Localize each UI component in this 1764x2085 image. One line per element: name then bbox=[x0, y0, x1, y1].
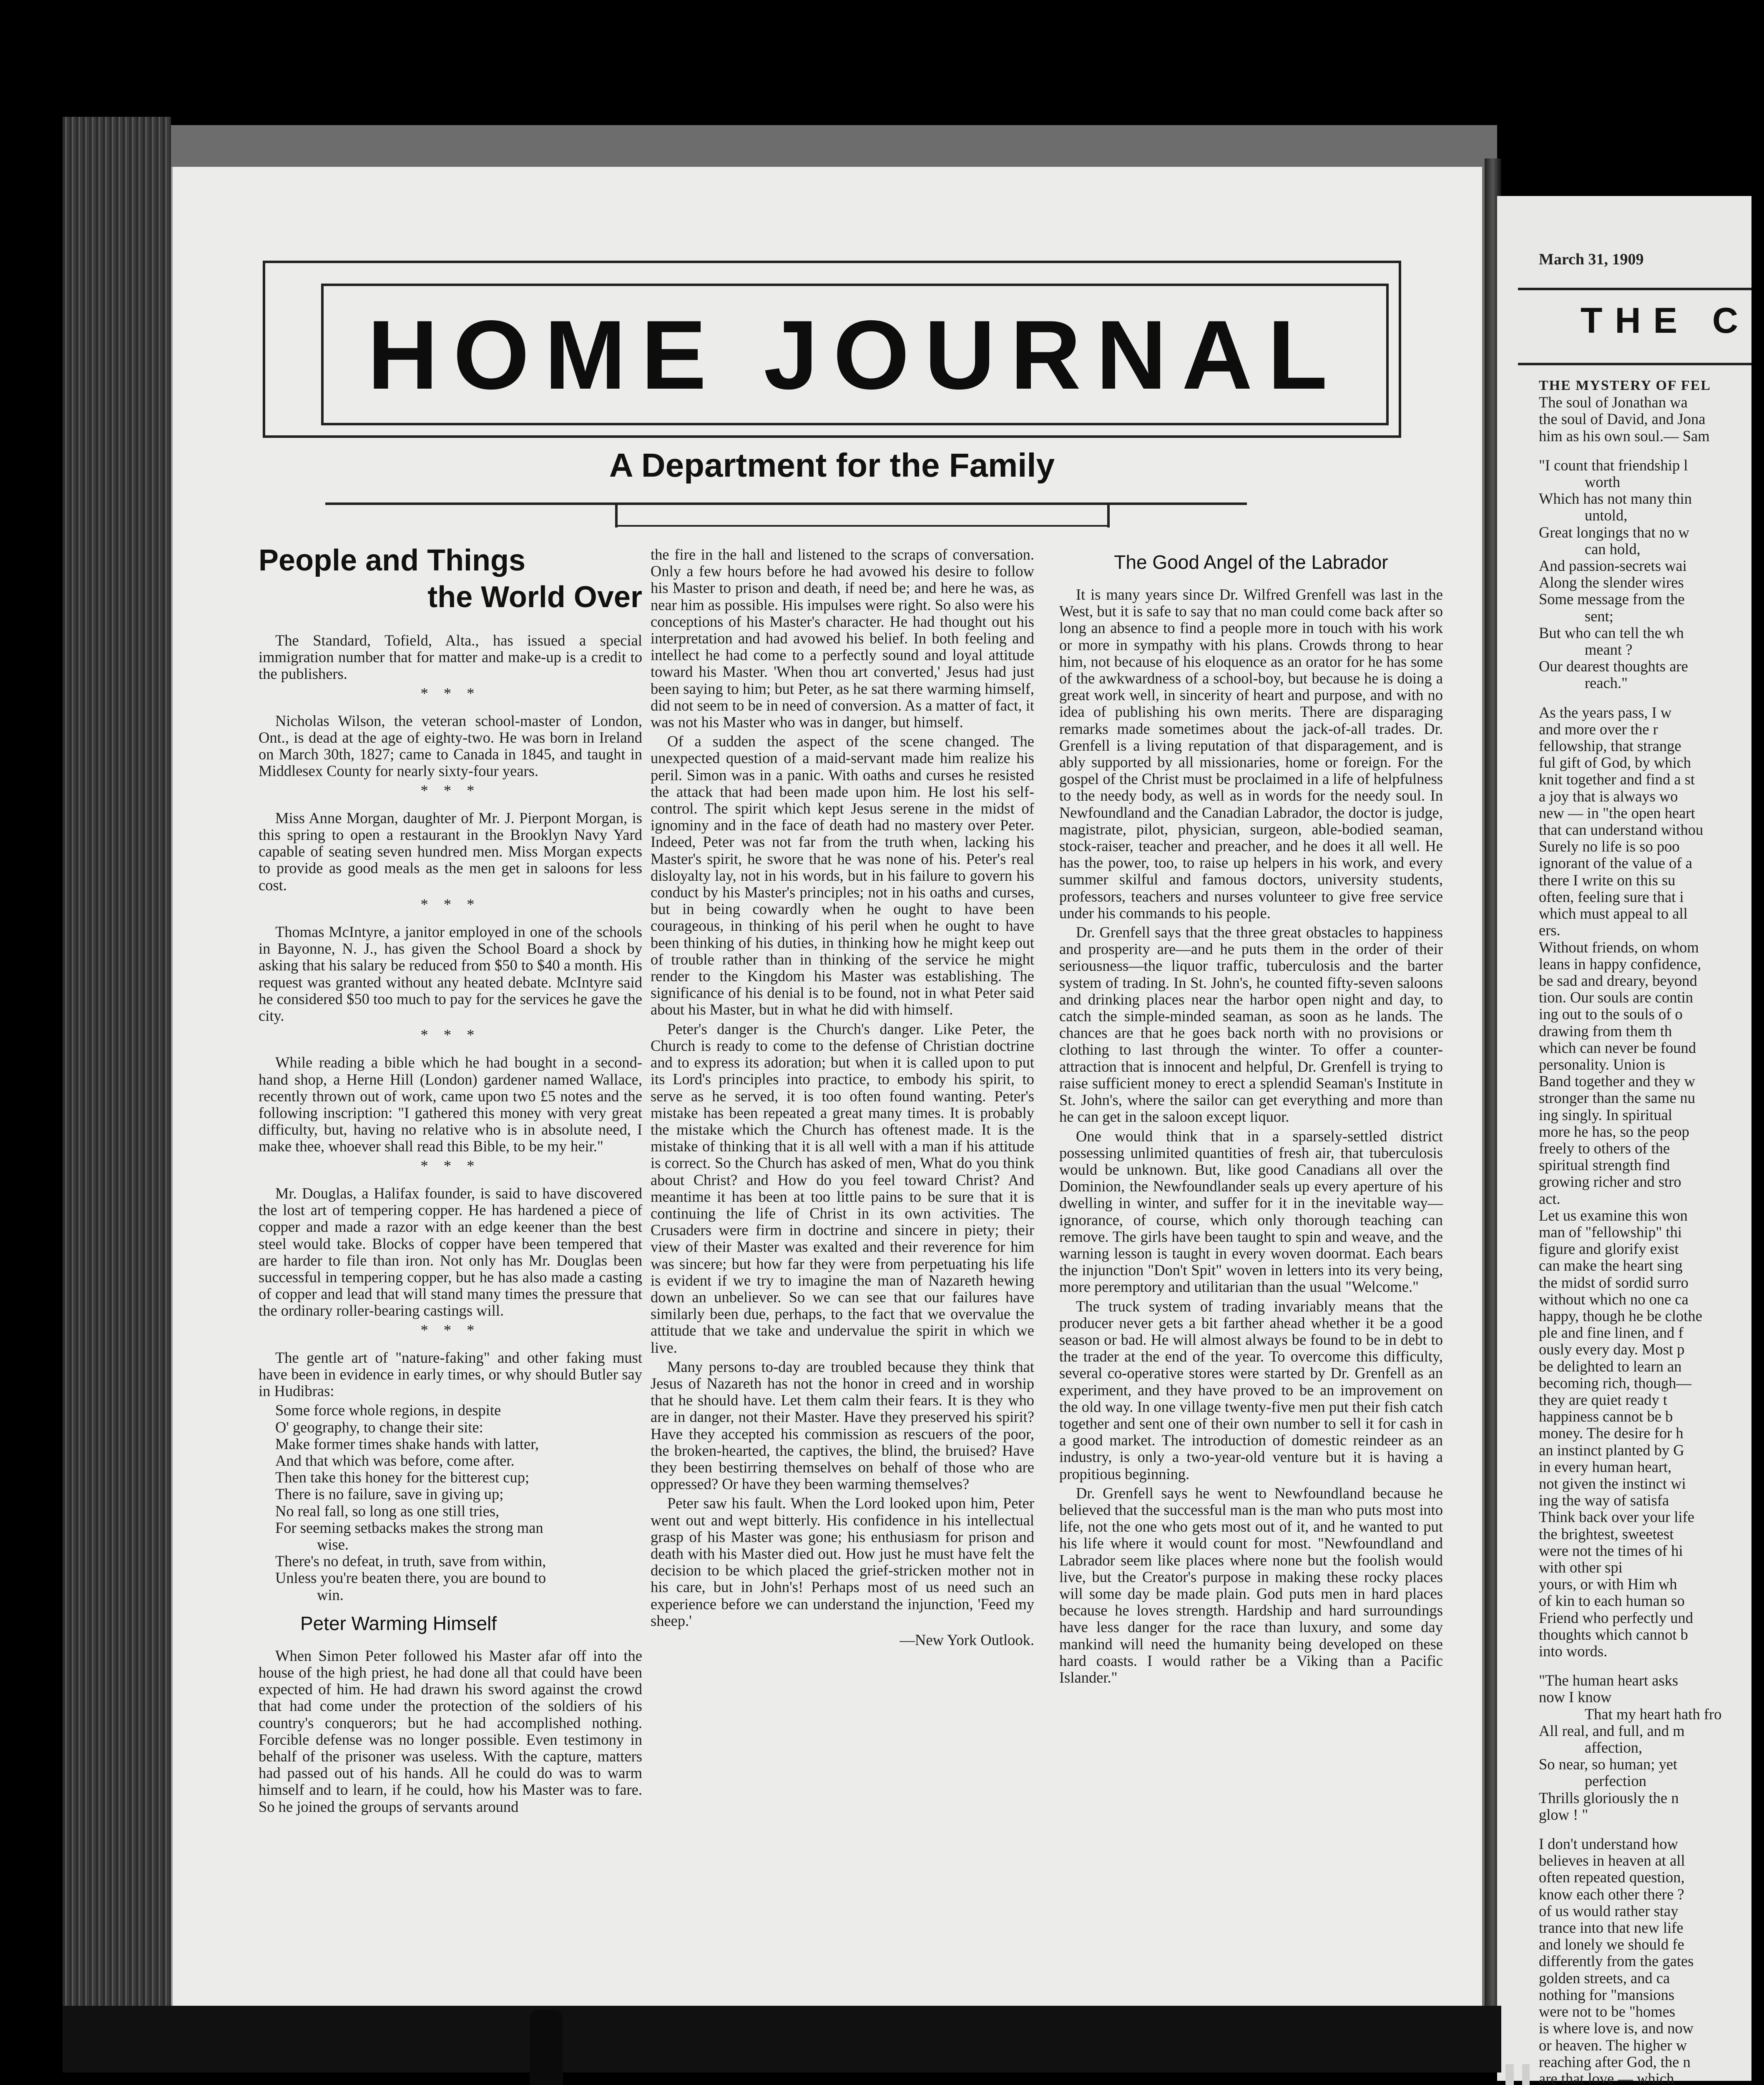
article-paragraph: Many persons to-day are troubled because they think that Jesus of Nazareth has not the honor in creed and in worship that he should have. Let them calm their fears. It is they who are in danger, not their Master. Have they preserved his spirit? Have they accepted his commission as rescuers of the poor, the broken-hearted, the captives, the blind, the bruised? Have they been bestirring themselves on behalf of those who are oppressed? Or have they been warming themselves? bbox=[651, 1358, 1034, 1493]
right-page-line: man of "fellowship" thi bbox=[1539, 1223, 1682, 1241]
right-page-line: a joy that is always wo bbox=[1539, 787, 1678, 805]
right-page-line: growing richer and stro bbox=[1539, 1173, 1681, 1191]
right-page-line: tion. Our souls are contin bbox=[1539, 989, 1694, 1006]
right-page-line: is where love is, and now bbox=[1539, 2020, 1694, 2037]
right-page-line: untold, bbox=[1585, 507, 1628, 524]
right-page-line bbox=[1539, 692, 1764, 704]
right-page-line: that can understand withou bbox=[1539, 821, 1704, 839]
right-page-line: the midst of sordid surro bbox=[1539, 1274, 1689, 1291]
right-page-line bbox=[1539, 1823, 1764, 1836]
right-page-date: March 31, 1909 bbox=[1539, 251, 1644, 268]
section-heading-peter: Peter Warming Himself bbox=[300, 1612, 497, 1634]
right-page-line: Which has not many thin bbox=[1539, 490, 1692, 507]
right-page-line: more he has, so the peop bbox=[1539, 1123, 1689, 1140]
right-page-line: into words. bbox=[1539, 1643, 1608, 1660]
right-page-line: ing singly. In spiritual bbox=[1539, 1106, 1673, 1123]
news-item: Thomas McIntyre, a janitor employed in one of the schools in Bayonne, N. J., has given the School Board a shock by asking that his salary be reduced from $50 to $40 a month. His request was granted without any heated debate. McIntyre said he considered $50 too much to pay for the services he gave the city. bbox=[259, 923, 642, 1025]
right-page-line: Let us examine this won bbox=[1539, 1206, 1688, 1224]
heading-line-2: the World Over bbox=[427, 580, 642, 614]
right-page-line: Great longings that no w bbox=[1539, 523, 1689, 541]
news-item: Miss Anne Morgan, daughter of Mr. J. Pierpont Morgan, is this spring to open a restaurant in the Brooklyn Navy Yard capable of seating seven hundred men. Miss Morgan expects to provide as good meals as the men get in saloons for less cost. bbox=[259, 809, 642, 894]
verse-line: And that which was before, come after. bbox=[275, 1452, 515, 1469]
right-page-line: they are quiet ready t bbox=[1539, 1391, 1668, 1408]
right-page-line: not given the instinct wi bbox=[1539, 1475, 1686, 1492]
verse-line: Unless you're beaten there, you are bound to bbox=[275, 1569, 546, 1587]
right-page-rule-bottom bbox=[1518, 363, 1751, 365]
article-paragraph: The truck system of trading invariably means that the producer never gets a bit farther ahead whether it be a good season or bad. He will almost always be found to be in debt to the trader at the end of the year. To overcome this difficulty, several co-operative stores were started by Dr. Grenfell as an experiment, and they have proved to be an improvement on the old way. In one village twenty-five men put their fish catch together and sent one of their own number to sell it for cash in a good market. The introduction of domestic reindeer as an industry, is only a two-year-old venture but it is having a propitious beginning. bbox=[1059, 1297, 1443, 1482]
section-heading-people-and-things bbox=[259, 542, 642, 615]
right-page-line: him as his own soul.— Sam bbox=[1539, 427, 1710, 445]
right-page-line: Thrills gloriously the n bbox=[1539, 1789, 1679, 1806]
right-page-line: yours, or with Him wh bbox=[1539, 1575, 1677, 1593]
news-item: While reading a bible which he had bought in a second-hand shop, a Herne Hill (London) gardener named Wallace, recently thrown out of work, came upon two £5 notes and the following inscription: "I gathered this money with very great difficulty, but, having no relative who is in absolute need, I make thee, whoever shall read this Bible, to be my heir." bbox=[259, 1054, 642, 1155]
right-page-line: As the years pass, I w bbox=[1539, 703, 1672, 721]
right-page-line: trance into that new life bbox=[1539, 1919, 1684, 1937]
verse-line: No real fall, so long as one still tries, bbox=[275, 1502, 500, 1520]
article-paragraph: Dr. Grenfell says he went to Newfoundland because he believed that the successful man is the man who puts most into life, not the one who gets most out of it, and he wanted to put his life where it would count for most. "Newfoundland and Labrador seem like places where none but the foolish would live, but the Creator's purpose in making these rocky places will some day be made plain. God puts men in hard places because he loves strength. Hardship and hard surroundings have less danger for the race than luxury, and some day mankind will need the humanity being developed on these hard coasts. I would rather be a Viking than a Pacific Islander." bbox=[1059, 1484, 1443, 1686]
separator-stars: * * * bbox=[420, 781, 480, 799]
news-item: Mr. Douglas, a Halifax founder, is said to have discovered the lost art of tempering copper. He has hardened a piece of copper and made a razor with an edge keener than the best steel would take. Blocks of copper have been tempered that are harder to file than iron. Not only has Mr. Douglas been successful in tempering copper, but he has also made a casting of copper and lead that will stand many times the pressure that the ordinary roller-bearing castings will. bbox=[259, 1184, 642, 1319]
right-page-line: Along the slender wires bbox=[1539, 574, 1684, 591]
right-page-line: ing the way of satisfa bbox=[1539, 1492, 1669, 1509]
article-paragraph: One would think that in a sparsely-settled district possessing unlimited quantities of fresh air, that tuberculosis would be unknown. But, like good Canadians all over the Dominion, the Newfoundlander seals up every aperture of his dwelling in winter, and suffer for it in the inevitable way—ignorance, of course, which only thorough teaching can remove. The girls have been taught to spin and weave, and the warning lesson is taught in every woven doormat. Each bears the injunction "Don't Spit" woven in letters into its very being, more peremptory and utilitarian than the usual "Welcome." bbox=[1059, 1127, 1443, 1296]
right-page-line: nothing for "mansions bbox=[1539, 1986, 1675, 2003]
right-page-line: happiness cannot be b bbox=[1539, 1408, 1673, 1425]
right-page-line: in every human heart, bbox=[1539, 1458, 1672, 1475]
right-page-line: of us would rather stay bbox=[1539, 1902, 1679, 1919]
right-page-line: And passion-secrets wai bbox=[1539, 557, 1687, 575]
verse-line: There is no failure, save in giving up; bbox=[275, 1485, 504, 1503]
right-page-line: which must appeal to all bbox=[1539, 905, 1688, 922]
right-page-line: ously every day. Most p bbox=[1539, 1341, 1685, 1358]
right-page-line: Our dearest thoughts are bbox=[1539, 658, 1688, 675]
right-page-line: meant ? bbox=[1585, 641, 1633, 658]
right-page-line: with other spi bbox=[1539, 1559, 1623, 1576]
right-page-line: figure and glorify exist bbox=[1539, 1240, 1679, 1258]
right-page-line: The soul of Jonathan wa bbox=[1539, 394, 1688, 411]
right-page-line: leans in happy confidence, bbox=[1539, 955, 1701, 972]
verse-line: win. bbox=[317, 1586, 344, 1603]
right-page-line: often, feeling sure that i bbox=[1539, 888, 1684, 905]
verse-line: There's no defeat, in truth, save from within, bbox=[275, 1552, 546, 1570]
right-page-line: be delighted to learn an bbox=[1539, 1357, 1682, 1375]
right-page-line: differently from the gates bbox=[1539, 1952, 1694, 1970]
article-paragraph: When Simon Peter followed his Master afar off into the house of the high priest, he had done all that could have been expected of him. He had drawn his sword against the crowd that had come under the protection of the soldiers of his country's conquerors; but he had accomplished nothing. Forcible defense was no longer possible. Even testimony in behalf of the prisoner was useless. With the capture, matters had passed out of his hands. All he could do was to warm himself and to learn, if he could, how his Master was to fare. So he joined the groups of servants around bbox=[259, 1647, 642, 1815]
verse-line: Make former times shake hands with latter, bbox=[275, 1435, 539, 1452]
right-page-line: stronger than the same nu bbox=[1539, 1089, 1696, 1107]
right-page-line: can hold, bbox=[1585, 540, 1641, 558]
right-page-line: now I know bbox=[1539, 1688, 1612, 1706]
column-people-and-things bbox=[259, 542, 642, 1818]
right-page-line: perfection bbox=[1585, 1772, 1646, 1790]
right-page-line: without which no one ca bbox=[1539, 1290, 1689, 1308]
right-page-column bbox=[1539, 377, 1764, 2085]
right-page-line: Surely no life is so poo bbox=[1539, 838, 1680, 855]
right-page-line: Friend who perfectly und bbox=[1539, 1609, 1693, 1626]
subtitle-rule-lower bbox=[615, 525, 1110, 527]
right-page-line: be sad and dreary, beyond bbox=[1539, 972, 1697, 989]
page-clip-right-a bbox=[1505, 2064, 1514, 2085]
right-page-line: happy, though he be clothe bbox=[1539, 1307, 1702, 1324]
verse-line: wise. bbox=[317, 1535, 349, 1553]
right-page-line: reach." bbox=[1585, 674, 1628, 692]
news-item: The gentle art of "nature-faking" and other faking must have been in evidence in early times, or why should Butler say in Hudibras: bbox=[259, 1349, 642, 1400]
right-page-line: But who can tell the wh bbox=[1539, 624, 1684, 641]
right-page-line: can make the heart sing bbox=[1539, 1257, 1683, 1274]
right-page-line: the brightest, sweetest bbox=[1539, 1525, 1674, 1542]
right-page-line: money. The desire for h bbox=[1539, 1424, 1684, 1442]
bottom-shadow bbox=[63, 2006, 1501, 2072]
right-page-line: worth bbox=[1585, 473, 1621, 491]
subtitle-rule-left-tick bbox=[615, 502, 618, 528]
right-page-line: there I write on this su bbox=[1539, 871, 1676, 889]
book-spine-edges bbox=[63, 117, 171, 2006]
right-page-line: know each other there ? bbox=[1539, 1885, 1684, 1903]
right-page-line bbox=[1539, 445, 1764, 457]
news-item: The Standard, Tofield, Alta., has issued a special immigration number that for matter and make-up is a credit to the publishers. bbox=[259, 632, 642, 683]
right-page-line: were not the times of hi bbox=[1539, 1542, 1683, 1559]
right-page-line: are that love — which bbox=[1539, 2070, 1674, 2085]
right-page-line: ple and fine linen, and f bbox=[1539, 1324, 1684, 1341]
section-heading-good-angel: The Good Angel of the Labrador bbox=[1114, 551, 1388, 573]
right-page-line: So near, so human; yet bbox=[1539, 1756, 1678, 1773]
masthead-subtitle: A Department for the Family bbox=[609, 447, 1055, 484]
right-page-line: ful gift of God, by which bbox=[1539, 754, 1691, 771]
right-page-line: affection, bbox=[1585, 1739, 1643, 1756]
right-page-line: knit together and find a st bbox=[1539, 771, 1695, 788]
article-credit: —New York Outlook. bbox=[900, 1631, 1034, 1648]
right-page-line: personality. Union is bbox=[1539, 1055, 1665, 1073]
right-page-line: act. bbox=[1539, 1190, 1560, 1207]
right-page-line: Without friends, on whom bbox=[1539, 938, 1699, 956]
right-page-line: the soul of David, and Jona bbox=[1539, 410, 1706, 428]
right-page-line: or heaven. The higher w bbox=[1539, 2036, 1687, 2054]
right-page-line: Think back over your life bbox=[1539, 1508, 1694, 1526]
right-page-line: ers. bbox=[1539, 922, 1560, 939]
right-page-line: believes in heaven at all bbox=[1539, 1852, 1685, 1869]
verse-line: O' geography, to change their site: bbox=[275, 1418, 483, 1436]
right-page-rule-top bbox=[1518, 288, 1751, 290]
right-page-line: That my heart hath fro bbox=[1585, 1705, 1722, 1723]
page-clip-right-b bbox=[1522, 2064, 1530, 2085]
news-item: Nicholas Wilson, the veteran school-master of London, Ont., is dead at the age of eighty-two. He was born in Ireland on March 30th, 1827; came to Canada in 1845, and taught in Middlesex County for nearly sixty-four years. bbox=[259, 712, 642, 780]
masthead-title: HOME JOURNAL bbox=[367, 299, 1343, 409]
right-page-line: sent; bbox=[1585, 607, 1613, 625]
separator-stars: * * * bbox=[420, 684, 480, 702]
article-paragraph: the fire in the hall and listened to the scraps of conversation. Only a few hours before he had avowed his desire to follow his Master to prison and death, if need be; and here he was, as near him as possible. His impulses were right. So also were his conceptions of his Master's character. He had thought out his interpretation and had avowed his belief. In both feeling and intellect he had come to a perfectly sound and loyal attitude toward his Master. 'When thou art converted,' Jesus had just been saying to him; but Peter, as he sat there warming himself, did not seem to be in need of conversion. As a matter of fact, it was not his Master who was in danger, but himself. bbox=[651, 546, 1034, 731]
article-paragraph: Peter saw his fault. When the Lord looked upon him, Peter went out and wept bitterly. His confidence in his intellectual grasp of his Master was gone; his enthusiasm for prison and death with his Master died out. How just he must have felt the decision to be which placed the grief-stricken mother not in his care, but in John's! Perhaps most of us need such an experience before we can understand the injunction, 'Feed my sheep.' bbox=[651, 1495, 1034, 1629]
separator-stars: * * * bbox=[420, 1026, 480, 1044]
hudibras-verse bbox=[275, 1402, 642, 1603]
right-page-line bbox=[1539, 1660, 1764, 1672]
right-page-line: an instinct planted by G bbox=[1539, 1441, 1684, 1459]
column-good-angel bbox=[1059, 542, 1443, 1688]
right-page-line: glow ! " bbox=[1539, 1806, 1588, 1823]
verse-line: Some force whole regions, in despite bbox=[275, 1402, 501, 1419]
separator-stars: * * * bbox=[420, 1321, 480, 1339]
article-paragraph: Of a sudden the aspect of the scene changed. The unexpected question of a maid-servant made him realize his peril. Simon was in a panic. With oaths and curses he resisted the attack that had been made upon him. He lost his self-control. The spirit which kept Jesus serene in the midst of ignominy and in the face of death had no mastery over Peter. Indeed, Peter was not far from the truth when, lacking his Master's spirit, he swore that he was none of his. Peter's real disloyalty lay, not in his words, but in his failure to govern his conduct by his Master's principles; not in his oaths and curses, but in being cowardly when he ought to have been courageous, in thinking of his peril when he ought to have been thinking of his duties, in thinking how he might keep out of trouble rather than in thinking of the service he might render to the Kingdom his Master was establishing. The significance of his denial is to be found, not in what Peter said about his Master, but in what he did with himself. bbox=[651, 733, 1034, 1018]
masthead-inner-frame bbox=[321, 284, 1389, 425]
right-page-line: drawing from them th bbox=[1539, 1022, 1672, 1040]
right-page-line: "I count that friendship l bbox=[1539, 456, 1688, 474]
page-clip bbox=[530, 2010, 563, 2085]
right-page-line: and lonely we should fe bbox=[1539, 1936, 1684, 1953]
right-page-line: were not to be "homes bbox=[1539, 2003, 1676, 2020]
right-page-line: fellowship, that strange bbox=[1539, 737, 1681, 755]
right-page-line: "The human heart asks bbox=[1539, 1672, 1679, 1689]
right-page-line: Some message from the bbox=[1539, 590, 1685, 608]
right-page-line: often repeated question, bbox=[1539, 1869, 1685, 1886]
subtitle-rule-right-tick bbox=[1107, 502, 1110, 528]
right-page-line: spiritual strength find bbox=[1539, 1156, 1670, 1174]
right-page-line: thoughts which cannot b bbox=[1539, 1625, 1688, 1643]
column-peter-continued bbox=[651, 546, 1034, 1651]
right-page-line: freely to others of the bbox=[1539, 1139, 1670, 1157]
separator-stars: * * * bbox=[420, 895, 480, 913]
right-page-line: and more over the r bbox=[1539, 720, 1658, 738]
article-paragraph: Dr. Grenfell says that the three great obstacles to happiness and prosperity are—and he puts them in the order of their seriousness—the liquor traffic, tuberculosis and the barter system of trading. In St. John's, he counted fifty-seven saloons and drinking places near the harbor open night and day, to catch the simple-minded seaman, as soon as he lands. The chances are that he goes back north with no provisions or clothing to last through the winter. To offer a counter-attraction that is innocent and helpful, Dr. Grenfell is trying to raise sufficient money to erect a splendid Seaman's Institute in St. John's, where the sailor can get everything and more than he can get in the saloon except liquor. bbox=[1059, 924, 1443, 1125]
right-page-line: Band together and they w bbox=[1539, 1073, 1696, 1090]
article-paragraph: It is many years since Dr. Wilfred Grenfell was last in the West, but it is safe to say that no man could come back after so long an absence to find a people more in touch with his work or more in sympathy with his plans. Crowds throng to hear him, not because of his eloquence as an orator for he has some of the awkwardness of a school-boy, but because he is doing a great work well, in sincerity of heart and purpose, and with no idea of publishing his own merits. There are disparaging remarks made sometimes about the jack-of-all trades. Dr. Grenfell is a living reputation of that disparagement, and is ably supported by all missionaries, home or foreign. For the gospel of the Christ must be proclaimed in a life of helpfulness to the needy body, as well as in words for the needy soul. In Newfoundland and the Canadian Labrador, the doctor is judge, magistrate, pilot, physician, surgeon, able-bodied seaman, stock-raiser, teacher and preacher, and he does it all well. He has the power, too, to raise up helpers in his work, and every summer skilful and famous doctors, university students, professors, teachers and nurses volunteer to give free service under his commands to his people. bbox=[1059, 586, 1443, 922]
right-page-line: golden streets, and ca bbox=[1539, 1969, 1670, 1987]
verse-line: Then take this honey for the bitterest cup; bbox=[275, 1469, 530, 1486]
right-page-line: ignorant of the value of a bbox=[1539, 854, 1692, 872]
right-page-title: THE C bbox=[1581, 301, 1751, 341]
right-page-heading: THE MYSTERY OF FEL bbox=[1539, 378, 1711, 393]
heading-line-1: People and Things bbox=[259, 544, 526, 577]
right-page-line: reaching after God, the n bbox=[1539, 2053, 1691, 2070]
right-page-line: All real, and full, and m bbox=[1539, 1722, 1685, 1739]
right-page-line: which can never be found bbox=[1539, 1039, 1696, 1056]
right-page-line: I don't understand how bbox=[1539, 1835, 1679, 1853]
right-page-line: becoming rich, though— bbox=[1539, 1374, 1691, 1392]
right-page-line: of kin to each human so bbox=[1539, 1592, 1685, 1610]
separator-stars: * * * bbox=[420, 1157, 480, 1174]
article-paragraph: Peter's danger is the Church's danger. Like Peter, the Church is ready to come to the defense of Christian doctrine and to express its adoration; but when it is called upon to put its Lord's principles into practice, to embody his spirit, to serve as he served, it is too often found wanting. Peter's mistake has been repeated a great many times. It is probably the mistake which the Church has oftenest made. It is the mistake of thinking that it is all well with a man if his attitude is correct. So the Church has asked of men, What do you think about Christ? and How do you feel toward Christ? And meantime it has been at too little pains to be sure that it is continuing the life of Christ in its own activities. The Crusaders were firm in doctrine and sincere in piety; their view of their Master was exalted and their reverence for him was sincere; but how far they were from perpetuating his life is evident if we try to imagine the man of Nazareth hewing down an unbeliever. So we can see that our failures have similarly been due, perhaps, to the fact that we overvalue the attitude that we take and undervalue the spirit in which we live. bbox=[651, 1020, 1034, 1356]
verse-line: For seeming setbacks makes the strong man bbox=[275, 1519, 543, 1536]
right-page-line: ing out to the souls of o bbox=[1539, 1005, 1683, 1023]
right-page-line: new — in "the open heart bbox=[1539, 804, 1695, 821]
